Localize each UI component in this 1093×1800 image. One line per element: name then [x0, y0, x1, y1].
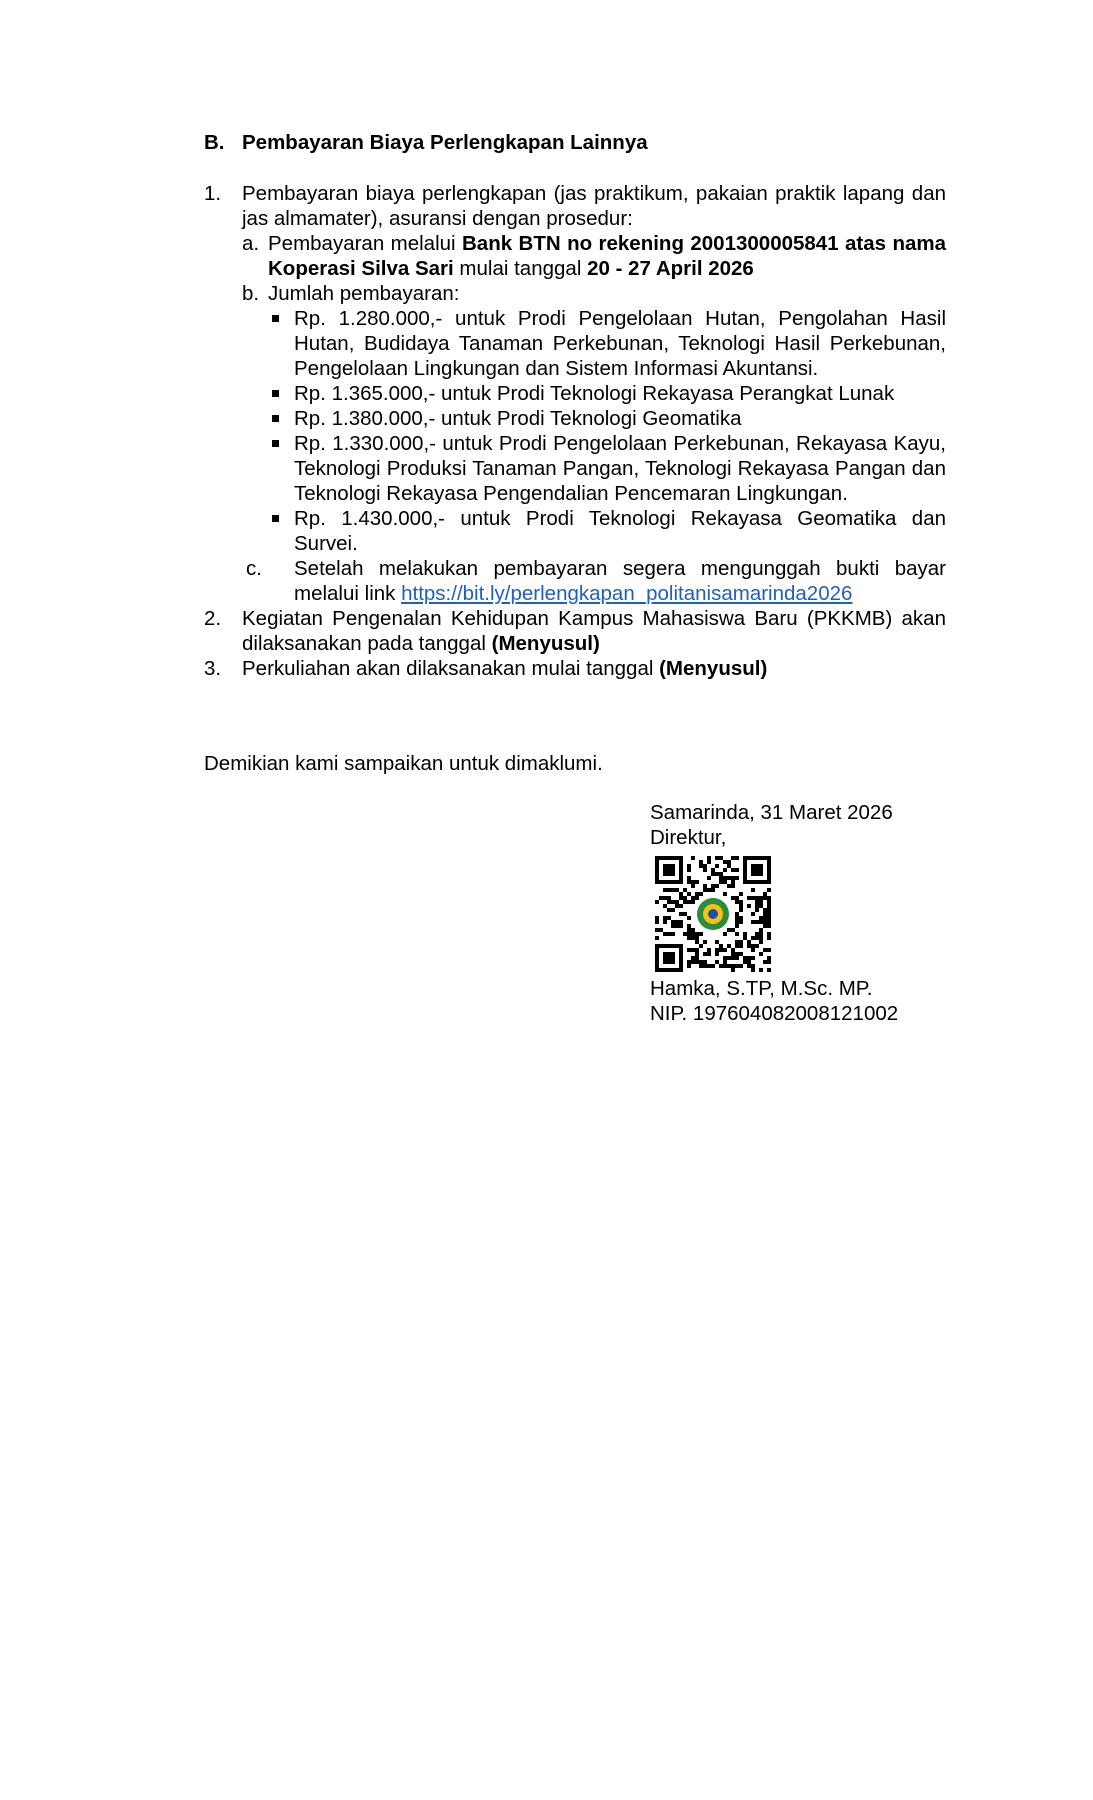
- list-item-3: [204, 656, 946, 681]
- sub-item-a: [242, 231, 946, 281]
- fee-text: Rp. 1.380.000,- untuk Prodi Teknologi Geomatika: [294, 407, 742, 430]
- signature-block: [650, 800, 898, 1026]
- fee-text: Rp. 1.330.000,- untuk Prodi Pengelolaan Perkebunan, Rekayasa Kayu, Teknologi Produksi Tanaman Pangan, Teknologi Rekayasa Pangan dan Teknologi Rekayasa Pengendalian Pencemaran Lingkungan.: [294, 432, 946, 505]
- fee-bullet-list: [268, 306, 946, 556]
- bullet-square-icon: [268, 381, 294, 406]
- list-item: [268, 306, 946, 381]
- list-item: [268, 431, 946, 506]
- qr-code-icon: [655, 856, 771, 972]
- section-letter: B.: [204, 131, 225, 154]
- item-number: 1.: [204, 182, 222, 205]
- sub-b-text: Jumlah pembayaran:: [268, 282, 460, 305]
- bullet-square-icon: [268, 431, 294, 506]
- item-number: 3.: [204, 657, 222, 680]
- bullet-square-icon: [268, 306, 294, 381]
- numbered-list: [204, 181, 946, 681]
- list-item: [268, 406, 946, 431]
- item-2-date: (Menyusul): [491, 632, 600, 655]
- sub-letter-c: c.: [246, 557, 262, 580]
- fee-text: Rp. 1.280.000,- untuk Prodi Pengelolaan Hutan, Pengolahan Hasil Hutan, Budidaya Tanaman Perkebunan, Teknologi Hasil Perkebunan, Pengelolaan Lingkungan dan Sistem Informasi Akuntansi.: [294, 307, 946, 380]
- sub-item-c: [242, 556, 946, 606]
- fee-text: Rp. 1.430.000,- untuk Prodi Teknologi Rekayasa Geomatika dan Survei.: [294, 507, 946, 555]
- upload-link[interactable]: https://bit.ly/perlengkapan_politanisamarinda2026: [401, 582, 853, 605]
- sub-a-mid: mulai tanggal: [453, 257, 588, 280]
- sub-letter-b: b.: [242, 282, 260, 305]
- place-date: Samarinda, 31 Maret 2026: [650, 801, 893, 824]
- sub-c-text: Setelah melakukan pembayaran segera mengunggah bukti bayar melalui link: [294, 557, 946, 605]
- item-3-date: (Menyusul): [659, 657, 768, 680]
- signatory-nip: NIP. 197604082008121002: [650, 1002, 899, 1025]
- item-2-text: Kegiatan Pengenalan Kehidupan Kampus Mahasiswa Baru (PKKMB) akan dilaksanakan pada tanggal: [242, 607, 946, 655]
- item-number: 2.: [204, 607, 222, 630]
- list-item-2: [204, 606, 946, 656]
- bank-account-info: Bank BTN no rekening 2001300005841 atas nama Koperasi Silva Sari: [268, 232, 946, 280]
- list-item: [268, 506, 946, 556]
- section-title: Pembayaran Biaya Perlengkapan Lainnya: [242, 131, 648, 154]
- list-item-1: [204, 181, 946, 606]
- bullet-square-icon: [268, 406, 294, 431]
- section-heading: [204, 130, 648, 155]
- item-1-text: Pembayaran biaya perlengkapan (jas praktikum, pakaian praktik lapang dan jas almamater), asuransi dengan prosedur:: [242, 182, 946, 230]
- payment-dates: 20 - 27 April 2026: [587, 257, 754, 280]
- bullet-square-icon: [268, 506, 294, 556]
- sub-item-b: [242, 281, 946, 306]
- signatory-name: Hamka, S.TP, M.Sc. MP.: [650, 977, 873, 1000]
- item-3-text: Perkuliahan akan dilaksanakan mulai tanggal: [242, 657, 660, 680]
- signatory-role: Direktur,: [650, 826, 727, 849]
- list-item: [268, 381, 946, 406]
- qr-signature-code: [655, 856, 771, 972]
- fee-text: Rp. 1.365.000,- untuk Prodi Teknologi Rekayasa Perangkat Lunak: [294, 382, 895, 405]
- closing-sentence: Demikian kami sampaikan untuk dimaklumi.: [204, 752, 603, 775]
- sub-a-pre: Pembayaran melalui: [268, 232, 462, 255]
- sub-letter-a: a.: [242, 232, 260, 255]
